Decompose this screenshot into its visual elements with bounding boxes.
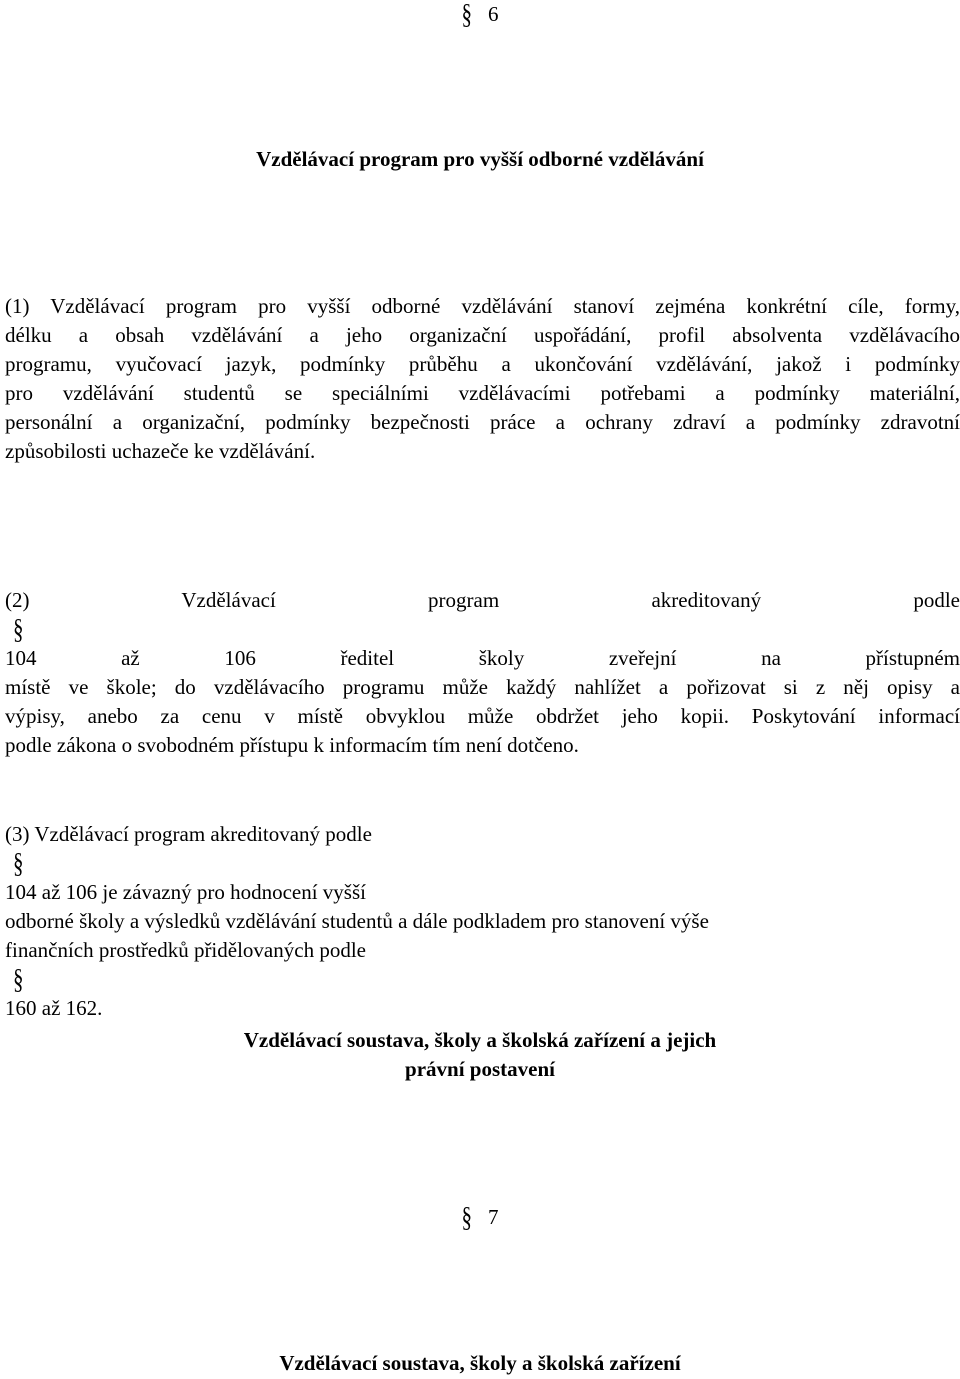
- heading-line: Vzdělávací program pro vyšší odborné vzdělávání: [256, 147, 704, 171]
- paragraph-text: (3) Vzdělávací program akreditovaný podle: [5, 822, 372, 846]
- paragraph-line: personální a organizační, podmínky bezpečnosti práce a ochrany zdraví a podmínky zdravotní: [5, 410, 960, 434]
- heading-line: právní postavení: [405, 1057, 555, 1081]
- paragraph-line: [5, 936, 960, 1023]
- paragraph-line: způsobilosti uchazeče ke vzdělávání.: [5, 439, 316, 463]
- paragraph-text: 104 až 106 ředitel školy zveřejní na přístupném: [5, 646, 960, 670]
- paragraph-line: programu, vyučovací jazyk, podmínky průběhu a ukončování vzdělávání, jakož i podmínky: [5, 352, 960, 376]
- paragraph-line: (1) Vzdělávací program pro vyšší odborné vzdělávání stanoví zejména konkrétní cíle, formy,: [5, 294, 960, 318]
- paragraph-line: odborné školy a výsledků vzdělávání studentů a dále podkladem pro stanovení výše: [5, 909, 709, 933]
- paragraph-2: [5, 586, 960, 760]
- paragraph-line: délku a obsah vzdělávání a jeho organizační uspořádání, profil absolventa vzdělávacího: [5, 323, 960, 347]
- paragraph-text: 104 až 106 je závazný pro hodnocení vyšší: [5, 880, 366, 904]
- heading-line: Vzdělávací soustava, školy a školská zařízení a jejich: [243, 1028, 717, 1052]
- section-symbol: §: [13, 962, 24, 996]
- section-symbol: §: [461, 0, 472, 31]
- heading-vzdelavaci-soustava: [0, 1026, 960, 1084]
- heading-vyssi-odborne: [0, 145, 960, 174]
- section-6-mark: [0, 0, 960, 31]
- paragraph-line: místě ve škole; do vzdělávacího programu může každý nahlížet a pořizovat si z něj opisy a: [5, 675, 960, 699]
- section-symbol: §: [461, 1200, 472, 1234]
- section-symbol: §: [13, 846, 24, 880]
- paragraph-3: [5, 820, 960, 1023]
- heading-line: Vzdělávací soustava, školy a školská zařízení: [279, 1351, 681, 1375]
- section-number: 7: [488, 1205, 499, 1229]
- section-symbol: §: [13, 612, 24, 646]
- heading-skoly-zarizeni: [0, 1349, 960, 1378]
- paragraph-line: pro vzdělávání studentů se speciálními vzdělávacími potřebami a podmínky materiální,: [5, 381, 960, 405]
- paragraph-text: finančních prostředků přidělovaných podle: [5, 938, 366, 962]
- paragraph-1: [5, 292, 960, 466]
- paragraph-line: výpisy, anebo za cenu v místě obvyklou může obdržet jeho kopii. Poskytování informací: [5, 704, 960, 728]
- paragraph-line: podle zákona o svobodném přístupu k informacím tím není dotčeno.: [5, 733, 579, 757]
- section-7-mark: [0, 1200, 960, 1234]
- paragraph-text: (2) Vzdělávací program akreditovaný podle: [5, 588, 960, 612]
- paragraph-text: 160 až 162.: [5, 996, 103, 1020]
- paragraph-line: [5, 820, 960, 907]
- section-number: 6: [488, 2, 499, 26]
- paragraph-line: [5, 586, 960, 673]
